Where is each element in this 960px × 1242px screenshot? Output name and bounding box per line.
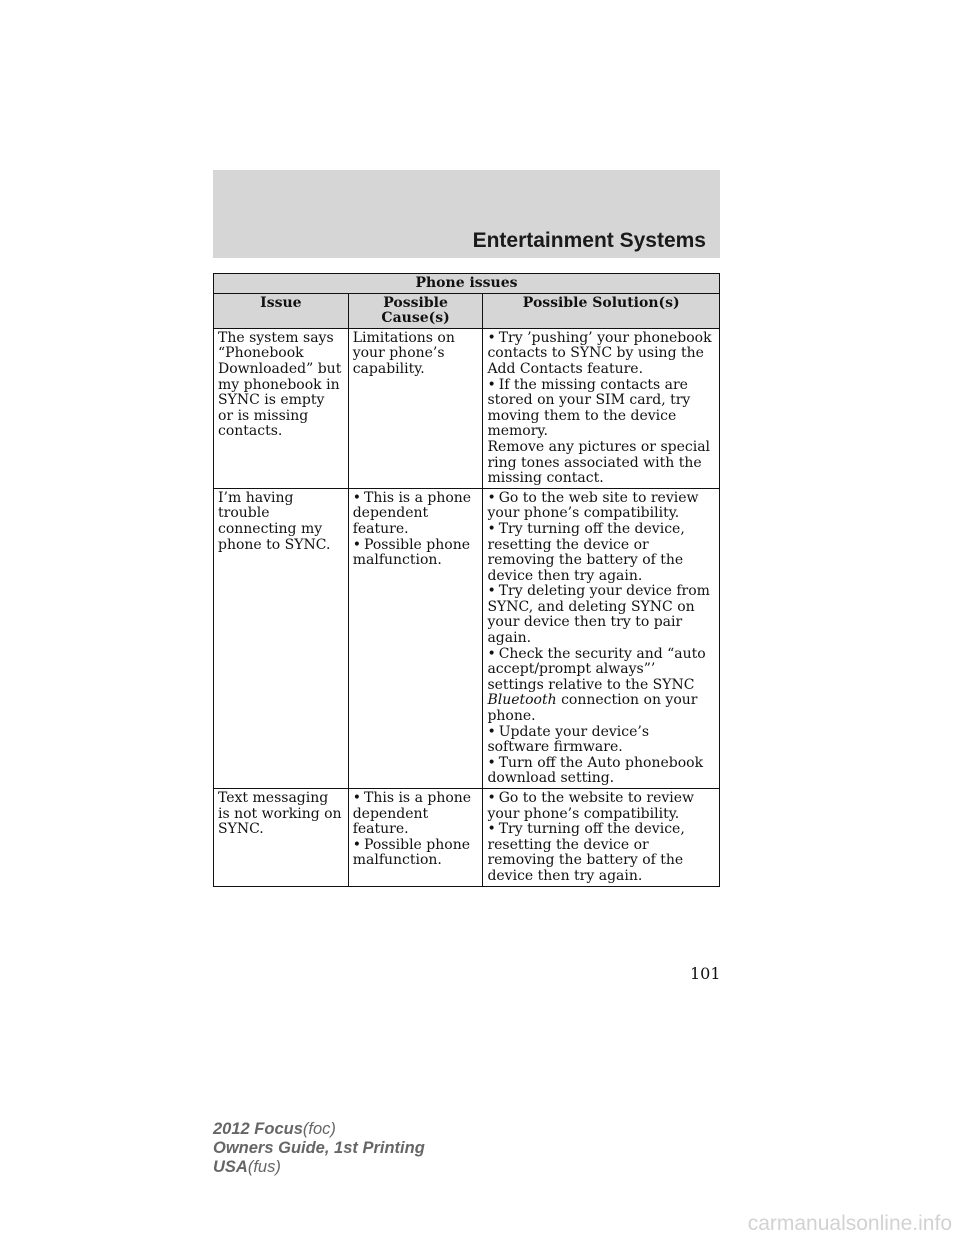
issue-cell: The system says “Phonebook Downloaded” but my phonebook in SYNC is empty or is missing contacts.	[214, 328, 349, 488]
cause-text: Limitations on your phone’s capability.	[352, 329, 455, 377]
cause-item: • This is a phone dependent feature.	[353, 491, 479, 538]
table-title: Phone issues	[214, 274, 720, 294]
site-watermark: carmanualsonline.info	[747, 1212, 952, 1235]
phone-issues-table	[213, 273, 720, 887]
solution-item	[487, 647, 715, 725]
solution-item: • If the missing contacts are stored on your SIM card, try moving them to the device memory.	[487, 378, 715, 440]
footer-region: USA	[213, 1158, 248, 1176]
table-row	[214, 488, 720, 788]
solution-cell	[483, 789, 720, 887]
bluetooth-term: Bluetooth	[487, 692, 557, 709]
solution-item: • Turn off the Auto phonebook download setting.	[487, 756, 715, 787]
issue-cell: I’m having trouble connecting my phone to SYNC.	[214, 488, 349, 788]
solution-item: • Go to the web site to review your phone’s compatibility.	[487, 491, 715, 522]
solution-item: • Try ’pushing’ your phonebook contacts to SYNC by using the Add Contacts feature.	[487, 331, 715, 378]
table-row	[214, 328, 720, 488]
cause-item: • Possible phone malfunction.	[353, 538, 479, 569]
footer-region-code: (fus)	[247, 1158, 281, 1176]
cause-item: • Possible phone malfunction.	[353, 838, 479, 869]
solution-text: Check the security and “auto accept/prompt always”’ settings relative to the SYNC	[487, 645, 706, 693]
solution-cell	[483, 328, 720, 488]
cause-cell	[348, 488, 483, 788]
solution-item: • Try turning off the device, resetting the device or removing the battery of the device then try again.	[487, 822, 715, 884]
solution-cell	[483, 488, 720, 788]
table-row	[214, 789, 720, 887]
column-header-solution: Possible Solution(s)	[483, 293, 720, 328]
cause-cell	[348, 789, 483, 887]
table-header-row	[214, 293, 720, 328]
page-number: 101	[690, 964, 721, 983]
footer-line-guide: Owners Guide, 1st Printing	[213, 1139, 425, 1157]
solution-item: • Go to the website to review your phone’s compatibility.	[487, 791, 715, 822]
section-title: Entertainment Systems	[472, 229, 706, 252]
solution-item: Remove any pictures or special ring tones associated with the missing contact.	[487, 438, 711, 487]
issue-cell: Text messaging is not working on SYNC.	[214, 789, 349, 887]
solution-item: • Try turning off the device, resetting the device or removing the battery of the device then try again.	[487, 522, 715, 584]
footer-model-code: (foc)	[302, 1120, 336, 1138]
cause-cell	[348, 328, 483, 488]
section-header-band	[213, 170, 720, 258]
solution-item: • Update your device’s software firmware.	[487, 725, 715, 756]
solution-text: connection on your phone.	[487, 692, 698, 725]
footer-line-model	[213, 1120, 425, 1139]
footer-line-region	[213, 1158, 425, 1177]
column-header-cause: Possible Cause(s)	[348, 293, 483, 328]
column-header-issue: Issue	[214, 293, 349, 328]
solution-item: • Try deleting your device from SYNC, and deleting SYNC on your device then try to pair again.	[487, 584, 715, 646]
document-footer	[213, 1120, 425, 1177]
footer-model: 2012 Focus	[213, 1120, 303, 1138]
table-title-row	[214, 274, 720, 294]
cause-item: • This is a phone dependent feature.	[353, 791, 479, 838]
